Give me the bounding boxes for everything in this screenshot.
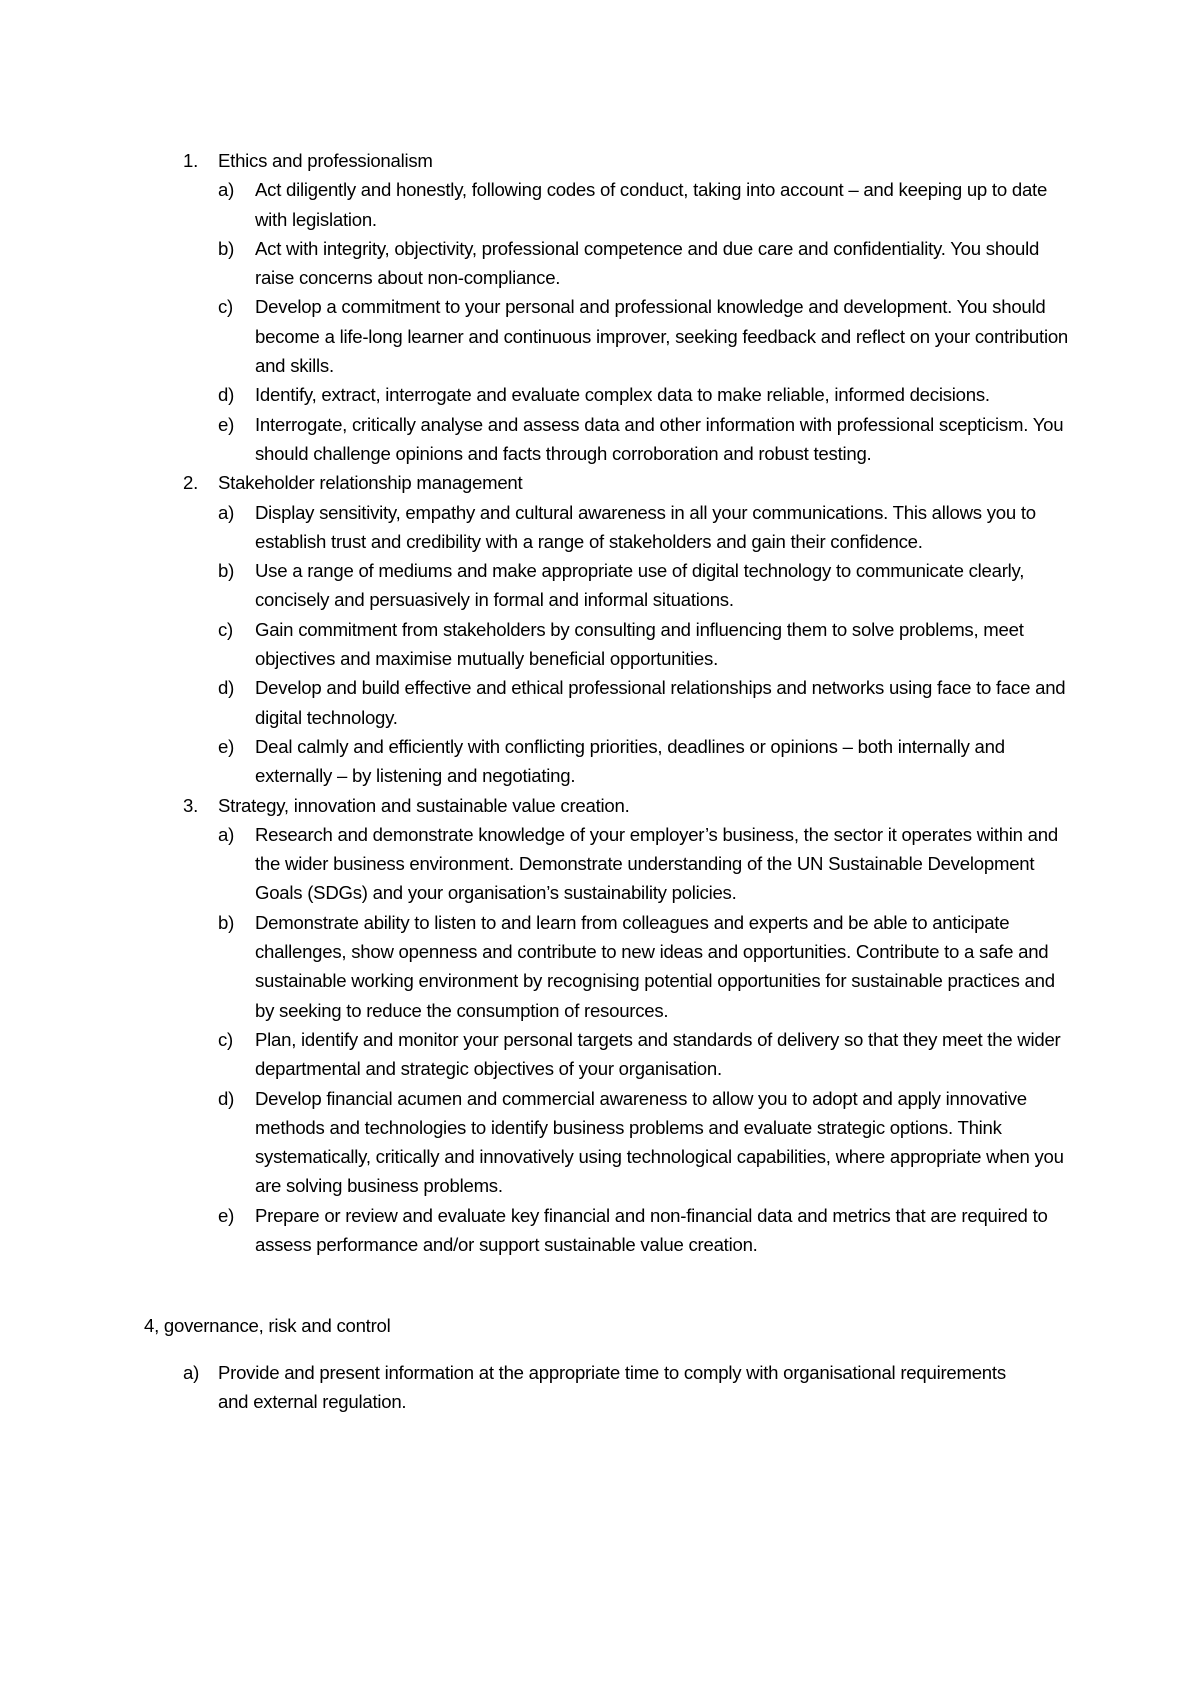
section-heading — [0, 468, 1088, 497]
item-text: Develop financial acumen and commercial awareness to allow you to adopt and apply innovative methods and technologies to identify business problems and evaluate strategic options. Think systematically, critically and innovatively using technological capabilities, where appropriate when you are solving business problems. — [255, 1087, 1064, 1197]
item-letter: a) — [218, 823, 235, 845]
section-strategy — [0, 791, 1200, 1260]
section-governance — [0, 1311, 1200, 1416]
section-ethics — [0, 146, 1200, 468]
item-letter: b) — [218, 237, 235, 259]
item-letter: d) — [218, 677, 235, 699]
list-item — [0, 908, 1075, 1025]
item-text: Interrogate, critically analyse and assess data and other information with professional scepticism. You should challenge opinions and facts through corroboration and robust testing. — [255, 413, 1064, 464]
item-letter: e) — [218, 735, 235, 757]
list-item — [0, 498, 1075, 557]
list-item — [0, 732, 1075, 791]
item-text: Plan, identify and monitor your personal targets and standards of delivery so that they meet the wider departmental and strategic objectives of your organisation. — [255, 1028, 1061, 1080]
item-text: Act diligently and honestly, following codes of conduct, taking into account – and keeping up to date with legislation. — [255, 179, 1048, 230]
item-letter: b) — [218, 560, 235, 582]
section-stakeholder — [0, 468, 1200, 790]
list-item — [0, 1025, 1075, 1084]
item-text: Gain commitment from stakeholders by consulting and influencing them to solve problems, meet objectives and maximise mutually beneficial opportunities. — [255, 618, 1024, 670]
item-text: Act with integrity, objectivity, professional competence and due care and confidentiality. You should raise concerns about non-compliance. — [255, 237, 1040, 289]
item-text: Research and demonstrate knowledge of your employer’s business, the sector it operates within and the wider business environment. Demonstrate understanding of the UN Sustainable Development Goals (SDGs) and your organisation’s sustainability policies. — [255, 823, 1058, 904]
list-item — [0, 1084, 1075, 1201]
item-letter: c) — [218, 618, 233, 640]
list-item — [0, 1201, 1075, 1260]
section-title: Strategy, innovation and sustainable value creation. — [218, 794, 630, 816]
item-text: Develop and build effective and ethical professional relationships and networks using face to face and digital technology. — [255, 677, 1066, 728]
item-text: Deal calmly and efficiently with conflicting priorities, deadlines or opinions – both internally and externally – by listening and negotiating. — [255, 735, 1005, 787]
section-heading — [0, 146, 1088, 175]
item-letter: a) — [218, 179, 235, 201]
list-item — [0, 820, 1075, 908]
list-item — [0, 292, 1075, 380]
item-letter: a) — [183, 1361, 200, 1383]
section-heading: 4, governance, risk and control — [144, 1315, 391, 1337]
list-item — [0, 673, 1075, 732]
item-letter: c) — [218, 1028, 233, 1050]
item-text: Demonstrate ability to listen to and learn from colleagues and experts and be able to anticipate challenges, show openness and contribute to new ideas and opportunities. Contribute to a safe and sustainable working environment by recognising potential opportunities for sustainable practices and by seeking to reduce the consumption of resources. — [255, 911, 1055, 1021]
document-body — [0, 146, 1200, 1416]
list-item — [0, 1358, 1038, 1417]
item-text: Display sensitivity, empathy and cultural awareness in all your communications. This allows you to establish trust and credibility with a range of stakeholders and gain their confidence. — [255, 501, 1036, 552]
item-letter: e) — [218, 413, 235, 435]
item-letter: d) — [218, 384, 235, 406]
list-item — [0, 615, 1075, 674]
paragraph-spacer — [0, 1259, 1200, 1311]
item-letter: c) — [218, 296, 233, 318]
section-heading — [0, 791, 1088, 820]
item-text: Identify, extract, interrogate and evaluate complex data to make reliable, informed decisions. — [255, 384, 990, 406]
item-text: Prepare or review and evaluate key financial and non-financial data and metrics that are required to assess performance and/or support sustainable value creation. — [255, 1204, 1048, 1255]
list-item — [0, 556, 1075, 615]
item-letter: e) — [218, 1204, 235, 1226]
item-text: Develop a commitment to your personal and professional knowledge and development. You should become a life-long learner and continuous improver, seeking feedback and reflect on your contribution and skills. — [255, 296, 1069, 377]
list-item — [0, 175, 1075, 234]
section-number: 2. — [183, 472, 199, 494]
item-text: Use a range of mediums and make appropriate use of digital technology to communicate clearly, concisely and persuasively in formal and informal situations. — [255, 560, 1025, 611]
item-text: Provide and present information at the appropriate time to comply with organisational requirements and external regulation. — [218, 1361, 1006, 1412]
list-item — [0, 380, 1075, 409]
item-letter: d) — [218, 1087, 235, 1109]
section-number: 1. — [183, 150, 199, 171]
item-letter: b) — [218, 911, 235, 933]
list-item — [0, 410, 1075, 469]
item-letter: a) — [218, 501, 235, 523]
section-title: Stakeholder relationship management — [218, 472, 523, 494]
section-title: Ethics and professionalism — [218, 150, 433, 171]
list-item — [0, 234, 1075, 293]
section-number: 3. — [183, 794, 199, 816]
